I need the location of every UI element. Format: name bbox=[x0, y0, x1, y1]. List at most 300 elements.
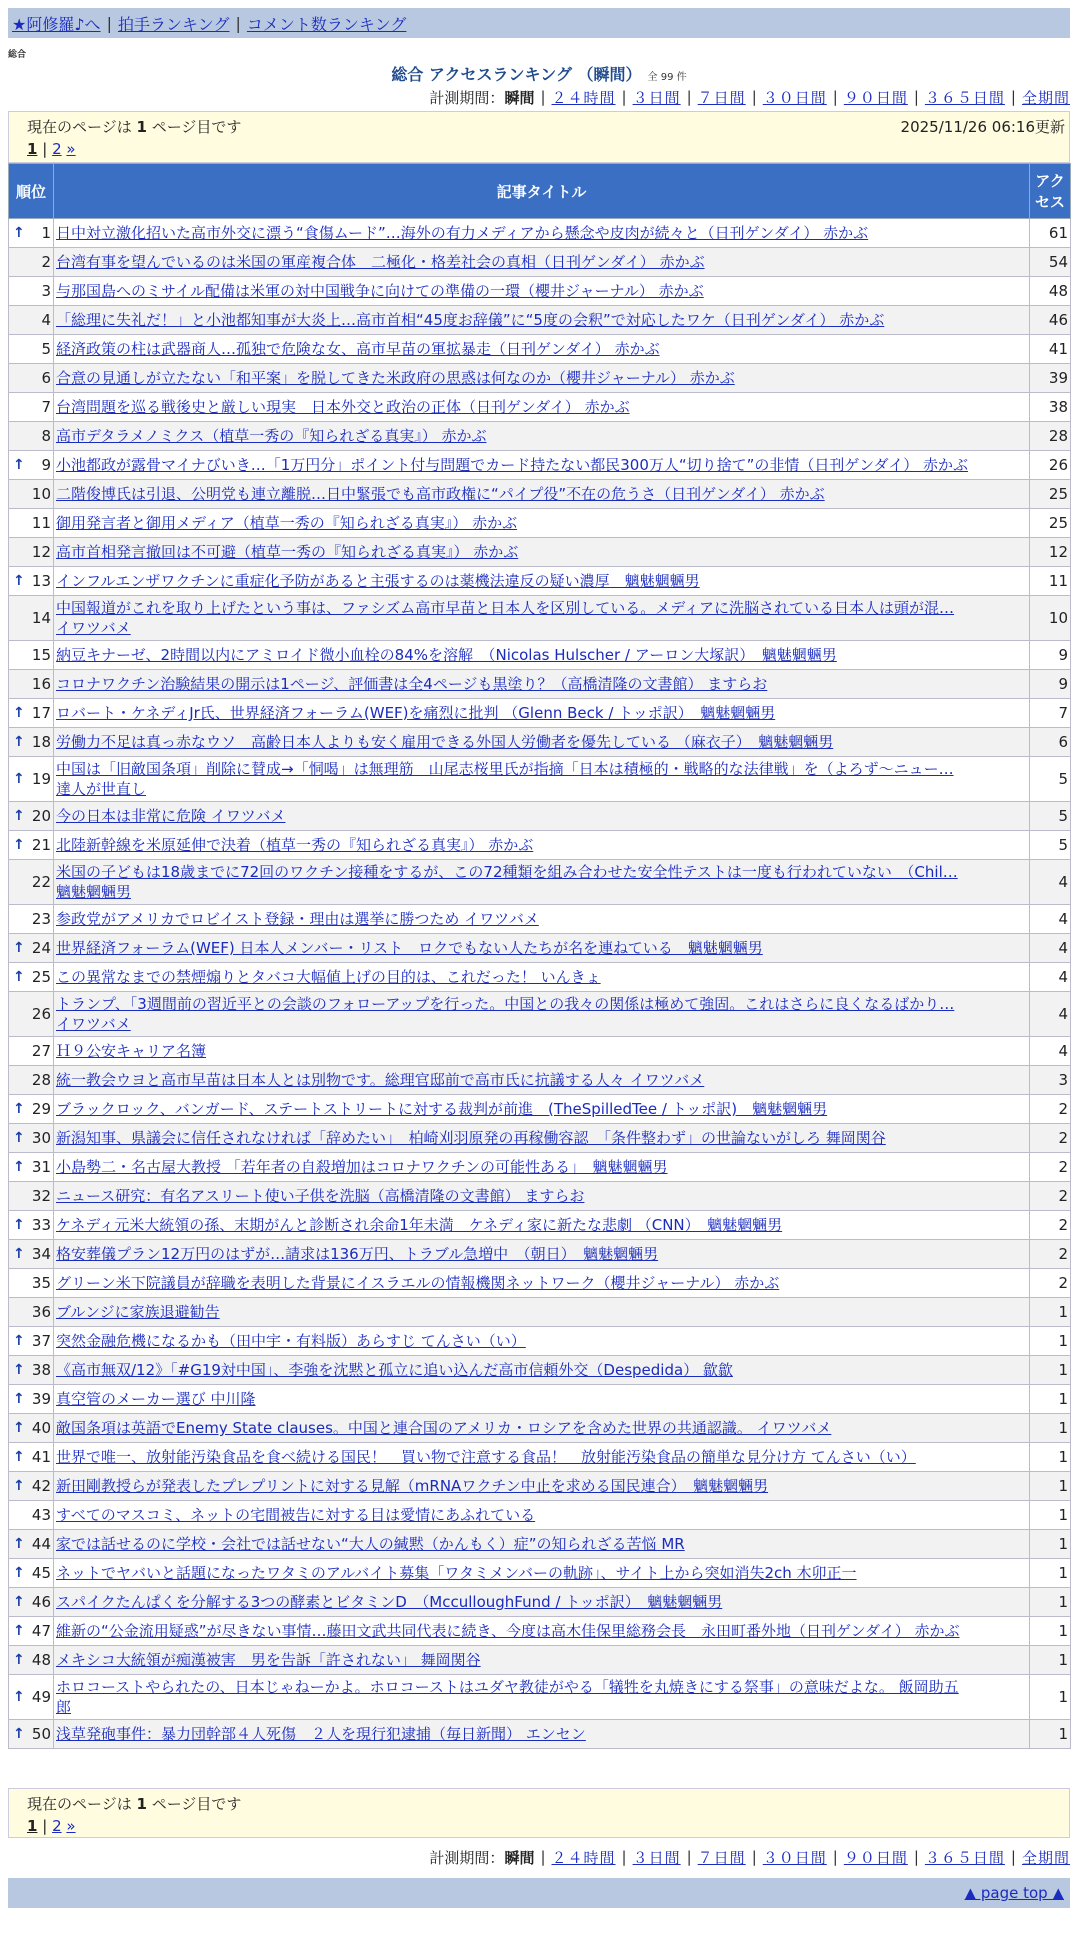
access-count: 46 bbox=[1030, 306, 1071, 335]
access-count: 5 bbox=[1030, 802, 1071, 831]
table-row bbox=[9, 1124, 1071, 1153]
period-separator: | bbox=[1010, 1848, 1016, 1866]
rank-cell bbox=[9, 1617, 54, 1646]
article-link[interactable]: 中国は「旧敵国条項」削除に賛成→「恫喝」は無理筋 山尾志桜里氏が指摘「日本は積極的・戦略的な法律戦」を（よろず～ニュー… bbox=[56, 760, 954, 778]
access-count: 25 bbox=[1030, 509, 1071, 538]
rank-cell bbox=[9, 934, 54, 963]
access-count: 1 bbox=[1030, 1530, 1071, 1559]
pager-current: 1 bbox=[27, 1817, 38, 1835]
access-count: 9 bbox=[1030, 641, 1071, 670]
period-current: 瞬間 bbox=[504, 1848, 535, 1867]
rank-cell bbox=[9, 1588, 54, 1617]
article-link[interactable]: メキシコ大統領が痴漢被害 男を告訴「許されない」 舞岡関谷 bbox=[56, 1651, 481, 1669]
access-count: 11 bbox=[1030, 567, 1071, 596]
title-cell bbox=[54, 1588, 1030, 1617]
rank-cell bbox=[9, 219, 54, 248]
period-label: 計測期間： bbox=[429, 88, 505, 107]
table-row bbox=[9, 1617, 1071, 1646]
rank-number: 15 bbox=[31, 646, 51, 664]
period-link[interactable]: ９０日間 bbox=[843, 88, 908, 107]
article-link[interactable]: この異常なまでの禁煙煽りとタバコ大幅値上げの目的は、これだった！ いんきょ bbox=[56, 968, 601, 986]
article-link[interactable]: 納豆キナーゼ、2時間以内にアミロイド微小血栓の84%を溶解 （Nicolas Hulscher / アーロン大塚訳） 魑魅魍魎男 bbox=[56, 646, 837, 664]
article-link[interactable]: 合意の見通しが立たない「和平案」を脱してきた米政府の思惑は何なのか（櫻井ジャーナル） 赤かぶ bbox=[56, 369, 735, 387]
rank-number: 4 bbox=[41, 311, 51, 329]
rank-number: 16 bbox=[31, 675, 51, 693]
table-row bbox=[9, 1501, 1071, 1530]
table-row bbox=[9, 451, 1071, 480]
rank-number: 34 bbox=[31, 1245, 51, 1263]
article-link[interactable]: 格安葬儀プラン12万円のはずが…請求は136万円、トラブル急増中 （朝日） 魑魅魍魎男 bbox=[56, 1245, 659, 1263]
article-link-author[interactable]: 達人が世直し bbox=[56, 780, 147, 798]
access-count: 2 bbox=[1030, 1182, 1071, 1211]
title-cell bbox=[54, 699, 1030, 728]
pager-current: 1 bbox=[27, 140, 38, 158]
period-selector-bottom bbox=[429, 1846, 1070, 1868]
article-link[interactable]: 台湾問題を巡る戦後史と厳しい現実 日本外交と政治の正体（日刊ゲンダイ） 赤かぶ bbox=[56, 398, 630, 416]
period-separator: | bbox=[621, 88, 627, 106]
article-link[interactable]: ホロコーストやられたの、日本じゃねーかよ。ホロコーストはユダヤ教徒がやる「犠牲を丸焼きにする祭事」の意味だよな。 飯岡助五 bbox=[56, 1678, 959, 1696]
rank-number: 10 bbox=[31, 485, 51, 503]
page-top-link[interactable]: ▲ page top ▲ bbox=[964, 1884, 1064, 1902]
rank-number: 3 bbox=[41, 282, 51, 300]
title-cell bbox=[54, 1240, 1030, 1269]
table-row bbox=[9, 277, 1071, 306]
article-link[interactable]: 中国報道がこれを取り上げたという事は、ファシズム高市早苗と日本人を区別している。メディアに洗脳されている日本人は頭が混… bbox=[56, 599, 955, 617]
rank-number: 1 bbox=[41, 224, 51, 242]
period-link[interactable]: ９０日間 bbox=[843, 1848, 908, 1867]
article-link[interactable]: 高市デタラメノミクス（植草一秀の『知られざる真実』） 赤かぶ bbox=[56, 427, 487, 445]
rank-cell bbox=[9, 905, 54, 934]
article-link[interactable]: 今の日本は非常に危険 イワツバメ bbox=[56, 807, 286, 825]
article-link[interactable]: ケネディ元米大統領の孫、末期がんと診断され余命1年未満 ケネディ家に新たな悲劇 （CNN） 魑魅魍魎男 bbox=[56, 1216, 783, 1234]
table-row bbox=[9, 934, 1071, 963]
access-count: 1 bbox=[1030, 1646, 1071, 1675]
rank-up-icon: ↑ bbox=[13, 705, 25, 721]
access-count: 1 bbox=[1030, 1559, 1071, 1588]
table-row bbox=[9, 1269, 1071, 1298]
period-separator: | bbox=[751, 1848, 757, 1866]
rank-cell bbox=[9, 1095, 54, 1124]
article-link[interactable]: 維新の“公金流用疑惑”が尽きない事情…藤田文武共同代表に続き、今度は高木佳保里総務会長 永田町番外地（日刊ゲンダイ） 赤かぶ bbox=[56, 1622, 960, 1640]
article-link[interactable]: 労働力不足は真っ赤なウソ 高齢日本人よりも安く雇用できる外国人労働者を優先している （麻衣子） 魑魅魍魎男 bbox=[56, 733, 834, 751]
rank-number: 39 bbox=[31, 1390, 51, 1408]
rank-cell bbox=[9, 992, 54, 1037]
rank-number: 25 bbox=[31, 968, 51, 986]
rank-number: 47 bbox=[31, 1622, 51, 1640]
period-separator: | bbox=[832, 88, 838, 106]
table-row bbox=[9, 1153, 1071, 1182]
period-link[interactable]: ３０日間 bbox=[762, 1848, 827, 1867]
article-link[interactable]: コロナワクチン治験結果の開示は1ページ、評価書は全4ページも黒塗り？（高橋清隆の文書館） ますらお bbox=[56, 675, 768, 693]
period-separator: | bbox=[621, 1848, 627, 1866]
article-link[interactable]: 高市首相発言撤回は不可避（植草一秀の『知られざる真実』） 赤かぶ bbox=[56, 543, 519, 561]
title-cell bbox=[54, 335, 1030, 364]
rank-number: 20 bbox=[31, 807, 51, 825]
rank-cell bbox=[9, 1269, 54, 1298]
table-row bbox=[9, 248, 1071, 277]
title-cell bbox=[54, 306, 1030, 335]
article-link[interactable]: 新潟知事、県議会に信任されなければ「辞めたい」 柏崎刈羽原発の再稼働容認 「条件整わず」の世論ないがしろ 舞岡関谷 bbox=[56, 1129, 886, 1147]
period-separator: | bbox=[832, 1848, 838, 1866]
article-link[interactable]: 二階俊博氏は引退、公明党も連立離脱…日中緊張でも高市政権に“パイプ役”不在の危うさ（日刊ゲンダイ） 赤かぶ bbox=[56, 485, 825, 503]
rank-cell bbox=[9, 699, 54, 728]
rank-cell bbox=[9, 860, 54, 905]
rank-up-icon: ↑ bbox=[13, 1217, 25, 1233]
rank-cell bbox=[9, 277, 54, 306]
access-count: 10 bbox=[1030, 596, 1071, 641]
title-cell bbox=[54, 1095, 1030, 1124]
rank-number: 5 bbox=[41, 340, 51, 358]
rank-up-icon: ↑ bbox=[13, 969, 25, 985]
access-count: 48 bbox=[1030, 277, 1071, 306]
rank-cell bbox=[9, 1472, 54, 1501]
current-page-text: 現在のページは 1 ページ目です bbox=[27, 1795, 242, 1813]
access-count: 1 bbox=[1030, 1617, 1071, 1646]
access-count: 61 bbox=[1030, 219, 1071, 248]
rank-number: 7 bbox=[41, 398, 51, 416]
access-count: 4 bbox=[1030, 992, 1071, 1037]
rank-number: 36 bbox=[31, 1303, 51, 1321]
access-count: 26 bbox=[1030, 451, 1071, 480]
period-separator: | bbox=[751, 88, 757, 106]
rank-number: 22 bbox=[31, 873, 51, 891]
title-cell bbox=[54, 364, 1030, 393]
rank-up-icon: ↑ bbox=[13, 1159, 25, 1175]
access-count: 2 bbox=[1030, 1211, 1071, 1240]
article-link[interactable]: 御用発言者と御用メディア（植草一秀の『知られざる真実』） 赤かぶ bbox=[56, 514, 518, 532]
access-count: 1 bbox=[1030, 1472, 1071, 1501]
rank-up-icon: ↑ bbox=[13, 837, 25, 853]
rank-number: 42 bbox=[31, 1477, 51, 1495]
rank-number: 32 bbox=[31, 1187, 51, 1205]
title-cell bbox=[54, 1675, 1030, 1720]
article-link[interactable]: Ｈ９公安キャリア名簿 bbox=[56, 1042, 207, 1060]
title-cell bbox=[54, 451, 1030, 480]
table-row bbox=[9, 963, 1071, 992]
period-link[interactable]: ２４時間 bbox=[551, 1848, 616, 1867]
period-link[interactable]: ３日間 bbox=[632, 1848, 681, 1867]
rank-number: 35 bbox=[31, 1274, 51, 1292]
article-link[interactable]: ブルンジに家族退避勧告 bbox=[56, 1303, 220, 1321]
col-title-header: 記事タイトル bbox=[54, 164, 1030, 219]
rank-number: 18 bbox=[31, 733, 51, 751]
rank-up-icon: ↑ bbox=[13, 1536, 25, 1552]
rank-number: 9 bbox=[41, 456, 51, 474]
rank-number: 13 bbox=[31, 572, 51, 590]
title-cell bbox=[54, 963, 1030, 992]
rank-number: 24 bbox=[31, 939, 51, 957]
article-link[interactable]: 統一教会ウヨと高市早苗は日本人とは別物です。総理官邸前で高市氏に抗議する人々 イワツバメ bbox=[56, 1071, 705, 1089]
article-link[interactable]: 米国の子どもは18歳までに72回のワクチン接種をするが、この72種類を組み合わせた安全性テストは一度も行われていない （Chil… bbox=[56, 863, 958, 881]
table-row bbox=[9, 1530, 1071, 1559]
period-current: 瞬間 bbox=[504, 88, 535, 107]
article-link[interactable]: 新田剛教授らが発表したプレプリントに対する見解（mRNAワクチン中止を求める国民連合） 魑魅魍魎男 bbox=[56, 1477, 769, 1495]
title-cell bbox=[54, 1211, 1030, 1240]
article-link-author[interactable]: イワツバメ bbox=[56, 619, 131, 637]
article-link[interactable]: ネットでヤバいと話題になったワタミのアルバイト募集「ワタミメンバーの軌跡」、サイト上から突如消失2ch 木卯正一 bbox=[56, 1564, 857, 1582]
article-link[interactable]: 参政党がアメリカでロビイスト登録・理由は選挙に勝つため イワツバメ bbox=[56, 910, 539, 928]
article-link[interactable]: インフルエンザワクチンに重症化予防があると主張するのは薬機法違反の疑い濃厚 魑魅魍魎男 bbox=[56, 572, 700, 590]
access-count: 4 bbox=[1030, 860, 1071, 905]
title-cell bbox=[54, 1501, 1030, 1530]
rank-cell bbox=[9, 1211, 54, 1240]
period-link[interactable]: 全期間 bbox=[1021, 88, 1070, 107]
article-link[interactable]: トランプ、「3週間前の習近平との会談のフォローアップを行った。中国との我々の関係は極めて強固。これはさらに良くなるばかり… bbox=[56, 995, 955, 1013]
rank-cell bbox=[9, 670, 54, 699]
access-count: 1 bbox=[1030, 1298, 1071, 1327]
access-count: 28 bbox=[1030, 422, 1071, 451]
rank-up-icon: ↑ bbox=[13, 573, 25, 589]
rank-cell bbox=[9, 1153, 54, 1182]
table-row bbox=[9, 596, 1071, 641]
article-link[interactable]: 世界経済フォーラム(WEF) 日本人メンバー・リスト ロクでもない人たちが名を連ねている 魑魅魍魎男 bbox=[56, 939, 763, 957]
access-count: 1 bbox=[1030, 1675, 1071, 1720]
period-separator: | bbox=[686, 1848, 692, 1866]
page-info-bottom bbox=[8, 1788, 1070, 1838]
table-row bbox=[9, 757, 1071, 802]
table-row bbox=[9, 1559, 1071, 1588]
access-count: 2 bbox=[1030, 1124, 1071, 1153]
table-row bbox=[9, 1240, 1071, 1269]
applause-ranking-link[interactable]: 拍手ランキング bbox=[117, 14, 230, 34]
table-row bbox=[9, 860, 1071, 905]
rank-cell bbox=[9, 1066, 54, 1095]
article-link[interactable]: 与那国島へのミサイル配備は米軍の対中国戦争に向けての準備の一環（櫻井ジャーナル） 赤かぶ bbox=[56, 282, 704, 300]
title-cell bbox=[54, 1617, 1030, 1646]
article-link[interactable]: 突然金融危機になるかも（田中宇・有料版）あらすじ てんさい（い） bbox=[56, 1332, 526, 1350]
rank-up-icon: ↑ bbox=[13, 1689, 25, 1705]
period-link[interactable]: ２４時間 bbox=[551, 88, 616, 107]
rank-number: 12 bbox=[31, 543, 51, 561]
table-row bbox=[9, 1066, 1071, 1095]
title-cell bbox=[54, 831, 1030, 860]
access-count: 54 bbox=[1030, 248, 1071, 277]
ranking-title: 総合 アクセスランキング （瞬間） bbox=[391, 65, 642, 84]
page-title bbox=[0, 62, 1078, 85]
period-link[interactable]: ７日間 bbox=[697, 88, 746, 107]
rank-up-icon: ↑ bbox=[13, 1420, 25, 1436]
title-cell bbox=[54, 509, 1030, 538]
table-row bbox=[9, 1385, 1071, 1414]
rank-cell bbox=[9, 422, 54, 451]
col-rank-header: 順位 bbox=[9, 164, 54, 219]
access-count: 3 bbox=[1030, 1066, 1071, 1095]
rank-up-icon: ↑ bbox=[13, 1652, 25, 1668]
table-row bbox=[9, 567, 1071, 596]
table-row bbox=[9, 831, 1071, 860]
article-link[interactable]: 台湾有事を望んでいるのは米国の軍産複合体 二極化・格差社会の真相（日刊ゲンダイ） 赤かぶ bbox=[56, 253, 705, 271]
title-cell bbox=[54, 1720, 1030, 1749]
rank-up-icon: ↑ bbox=[13, 1478, 25, 1494]
updated-timestamp: 2025/11/26 06:16更新 bbox=[900, 118, 1065, 136]
comment-ranking-link[interactable]: コメント数ランキング bbox=[246, 14, 407, 34]
rank-number: 46 bbox=[31, 1593, 51, 1611]
rank-cell bbox=[9, 1646, 54, 1675]
article-link[interactable]: ブラックロック、バンガード、ステートストリートに対する裁判が前進 (TheSpilledTee / トッポ訳) 魑魅魍魎男 bbox=[56, 1100, 828, 1118]
article-link[interactable]: 小池都政が露骨マイナびいき…「1万円分」ポイント付与問題でカード持たない都民300万人“切り捨て”の非情（日刊ゲンダイ） 赤かぶ bbox=[56, 456, 968, 474]
title-cell bbox=[54, 1269, 1030, 1298]
pager: 1 | 2 » bbox=[27, 1817, 76, 1835]
pager-next[interactable]: » bbox=[66, 1817, 76, 1835]
title-cell bbox=[54, 1153, 1030, 1182]
rank-number: 29 bbox=[31, 1100, 51, 1118]
rank-number: 50 bbox=[31, 1725, 51, 1743]
title-cell bbox=[54, 670, 1030, 699]
article-link[interactable]: 《高市無双/12》「#G19対中国」、李強を沈黙と孤立に追い込んだ高市信頼外交（Despedida） 歙歙 bbox=[56, 1361, 733, 1379]
title-cell bbox=[54, 905, 1030, 934]
rank-up-icon: ↑ bbox=[13, 808, 25, 824]
rank-cell bbox=[9, 306, 54, 335]
home-link[interactable]: ★阿修羅♪へ bbox=[12, 14, 101, 34]
rank-cell bbox=[9, 1385, 54, 1414]
rank-up-icon: ↑ bbox=[13, 1623, 25, 1639]
article-link[interactable]: 北陸新幹線を米原延伸で決着（植草一秀の『知られざる真実』） 赤かぶ bbox=[56, 836, 534, 854]
rank-number: 37 bbox=[31, 1332, 51, 1350]
title-cell bbox=[54, 1414, 1030, 1443]
article-link[interactable]: グリーン米下院議員が辞職を表明した背景にイスラエルの情報機関ネットワーク（櫻井ジャーナル） 赤かぶ bbox=[56, 1274, 780, 1292]
rank-cell bbox=[9, 480, 54, 509]
period-link[interactable]: ３６５日間 bbox=[924, 1848, 1005, 1867]
table-row bbox=[9, 699, 1071, 728]
access-count: 1 bbox=[1030, 1356, 1071, 1385]
article-link[interactable]: 真空管のメーカー選び 中川隆 bbox=[56, 1390, 256, 1408]
access-count: 38 bbox=[1030, 393, 1071, 422]
article-link-author[interactable]: イワツバメ bbox=[56, 1015, 131, 1033]
rank-cell bbox=[9, 1298, 54, 1327]
rank-up-icon: ↑ bbox=[13, 940, 25, 956]
rank-number: 26 bbox=[31, 1005, 51, 1023]
rank-number: 21 bbox=[31, 836, 51, 854]
access-count: 1 bbox=[1030, 1501, 1071, 1530]
rank-cell bbox=[9, 1501, 54, 1530]
access-count: 2 bbox=[1030, 1240, 1071, 1269]
title-cell bbox=[54, 567, 1030, 596]
rank-cell bbox=[9, 248, 54, 277]
title-cell bbox=[54, 596, 1030, 641]
rank-number: 38 bbox=[31, 1361, 51, 1379]
rank-number: 41 bbox=[31, 1448, 51, 1466]
article-link[interactable]: 浅草発砲事件：暴力団幹部４人死傷 ２人を現行犯逮捕（毎日新聞） エンセン bbox=[56, 1725, 586, 1743]
table-row bbox=[9, 364, 1071, 393]
rank-cell bbox=[9, 802, 54, 831]
access-count: 2 bbox=[1030, 1095, 1071, 1124]
bottom-bar bbox=[8, 1878, 1070, 1908]
table-row bbox=[9, 422, 1071, 451]
article-link[interactable]: 敵国条項は英語でEnemy State clauses。中国と連合国のアメリカ・ロシアを含めた世界の共通認識。 イワツバメ bbox=[56, 1419, 832, 1437]
rank-number: 11 bbox=[31, 514, 51, 532]
title-cell bbox=[54, 219, 1030, 248]
article-link[interactable]: すべてのマスコミ、ネットの宅間被告に対する目は愛情にあふれている bbox=[56, 1506, 536, 1524]
rank-cell bbox=[9, 1559, 54, 1588]
access-count: 5 bbox=[1030, 831, 1071, 860]
period-link[interactable]: ３６５日間 bbox=[924, 88, 1005, 107]
page-info-top bbox=[8, 111, 1070, 163]
rank-up-icon: ↑ bbox=[13, 1362, 25, 1378]
article-link[interactable]: 小島勢二・名古屋大教授 「若年者の自殺増加はコロナワクチンの可能性ある」 魑魅魍魎男 bbox=[56, 1158, 668, 1176]
period-link[interactable]: ７日間 bbox=[697, 1848, 746, 1867]
rank-number: 27 bbox=[31, 1042, 51, 1060]
access-count: 1 bbox=[1030, 1588, 1071, 1617]
period-separator: | bbox=[913, 88, 919, 106]
title-cell bbox=[54, 1327, 1030, 1356]
article-link-author[interactable]: 魑魅魍魎男 bbox=[56, 883, 132, 901]
pager-page-2[interactable]: 2 bbox=[52, 1817, 62, 1835]
title-cell bbox=[54, 422, 1030, 451]
rank-cell bbox=[9, 1182, 54, 1211]
title-cell bbox=[54, 1037, 1030, 1066]
access-count: 12 bbox=[1030, 538, 1071, 567]
period-link[interactable]: 全期間 bbox=[1021, 1848, 1070, 1867]
table-row bbox=[9, 992, 1071, 1037]
title-cell bbox=[54, 1646, 1030, 1675]
period-selector-top bbox=[429, 86, 1070, 108]
table-row bbox=[9, 905, 1071, 934]
rank-number: 23 bbox=[31, 910, 51, 928]
nav-separator: | bbox=[106, 13, 112, 33]
article-link[interactable]: 家では話せるのに学校・会社では話せない“大人の緘黙（かんもく）症”の知られざる苦悩 MR bbox=[56, 1535, 685, 1553]
access-count: 7 bbox=[1030, 699, 1071, 728]
access-count: 2 bbox=[1030, 1269, 1071, 1298]
rank-up-icon: ↑ bbox=[13, 1565, 25, 1581]
access-count: 2 bbox=[1030, 1153, 1071, 1182]
article-link-author[interactable]: 郎 bbox=[56, 1698, 72, 1716]
article-link[interactable]: ロバート・ケネディJr氏、世界経済フォーラム(WEF)を痛烈に批判 （Glenn Beck / トッポ訳） 魑魅魍魎男 bbox=[56, 704, 776, 722]
title-cell bbox=[54, 934, 1030, 963]
pager-page-2[interactable]: 2 bbox=[52, 140, 62, 158]
article-link[interactable]: 経済政策の柱は武器商人…孤独で危険な女、高市早苗の軍拡暴走（日刊ゲンダイ） 赤かぶ bbox=[56, 340, 660, 358]
title-cell bbox=[54, 1530, 1030, 1559]
access-count: 4 bbox=[1030, 963, 1071, 992]
article-link[interactable]: 「総理に失礼だ！」と小池都知事が大炎上…高市首相“45度お辞儀”に“5度の会釈”で対応したワケ（日刊ゲンダイ） 赤かぶ bbox=[56, 311, 885, 329]
access-count: 41 bbox=[1030, 335, 1071, 364]
rank-up-icon: ↑ bbox=[13, 1391, 25, 1407]
access-count: 1 bbox=[1030, 1385, 1071, 1414]
rank-number: 2 bbox=[41, 253, 51, 271]
rank-cell bbox=[9, 1530, 54, 1559]
ranking-table bbox=[8, 163, 1071, 1749]
article-link[interactable]: ニュース研究：有名アスリート使い子供を洗脳（高橋清隆の文書館） ますらお bbox=[56, 1187, 585, 1205]
rank-cell bbox=[9, 596, 54, 641]
title-cell bbox=[54, 480, 1030, 509]
rank-cell bbox=[9, 1414, 54, 1443]
table-row bbox=[9, 1327, 1071, 1356]
article-link[interactable]: 日中対立激化招いた高市外交に漂う“食傷ムード”…海外の有力メディアから懸念や皮肉が続々と（日刊ゲンダイ） 赤かぶ bbox=[56, 224, 869, 242]
table-row bbox=[9, 1182, 1071, 1211]
rank-cell bbox=[9, 393, 54, 422]
rank-number: 8 bbox=[41, 427, 51, 445]
period-link[interactable]: ３０日間 bbox=[762, 88, 827, 107]
rank-up-icon: ↑ bbox=[13, 1333, 25, 1349]
rank-cell bbox=[9, 335, 54, 364]
pager-next[interactable]: » bbox=[66, 140, 76, 158]
title-cell bbox=[54, 248, 1030, 277]
period-link[interactable]: ３日間 bbox=[632, 88, 681, 107]
table-row bbox=[9, 1037, 1071, 1066]
title-cell bbox=[54, 1356, 1030, 1385]
access-count: 4 bbox=[1030, 905, 1071, 934]
table-row bbox=[9, 1443, 1071, 1472]
rank-cell bbox=[9, 538, 54, 567]
access-count: 1 bbox=[1030, 1720, 1071, 1749]
rank-number: 14 bbox=[31, 609, 51, 627]
rank-cell bbox=[9, 1327, 54, 1356]
rank-up-icon: ↑ bbox=[13, 1594, 25, 1610]
rank-number: 48 bbox=[31, 1651, 51, 1669]
table-row bbox=[9, 1298, 1071, 1327]
pager: 1 | 2 » bbox=[27, 140, 76, 158]
article-link[interactable]: スパイクたんぱくを分解する3つの酵素とビタミンD （McculloughFund / トッポ訳） 魑魅魍魎男 bbox=[56, 1593, 723, 1611]
article-link[interactable]: 世界で唯一、放射能汚染食品を食べ続ける国民！ 買い物で注意する食品！ 放射能汚染食品の簡単な見分け方 てんさい（い） bbox=[56, 1448, 916, 1466]
